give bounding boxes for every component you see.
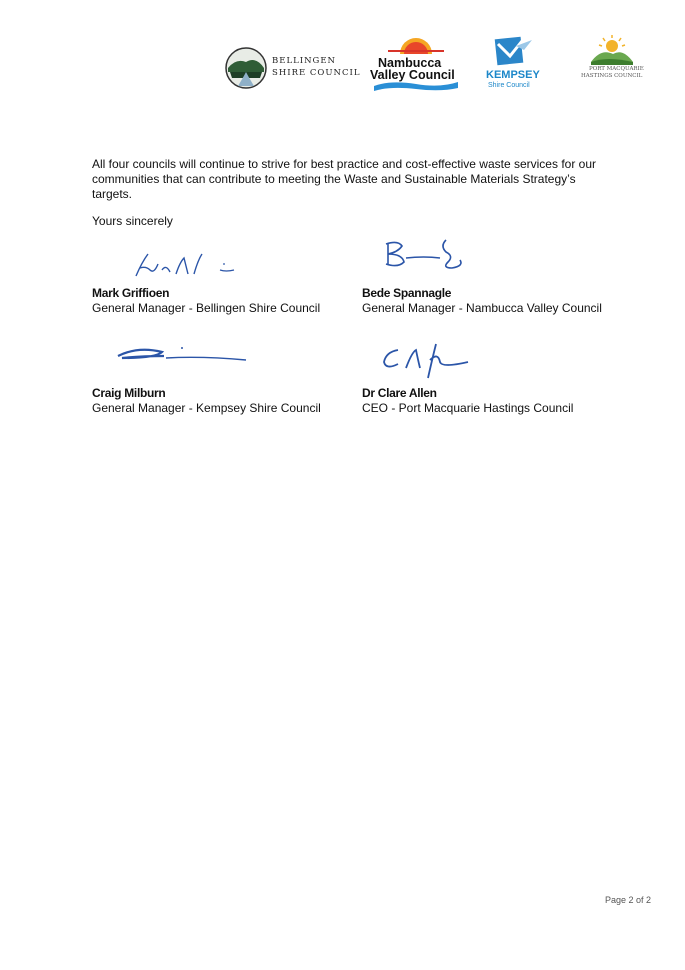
signatory-name: Dr Clare Allen xyxy=(362,386,437,400)
signatory-title: General Manager - Kempsey Shire Council xyxy=(92,401,321,415)
port-macquarie-logo xyxy=(577,34,647,84)
signature-bede-spannagle xyxy=(380,234,472,274)
kempsey-logo xyxy=(484,34,544,94)
signature-clare-allen xyxy=(378,340,478,380)
signatory-title: General Manager - Bellingen Shire Council xyxy=(92,301,321,315)
nambucca-logo xyxy=(370,34,462,94)
bellingen-logo xyxy=(224,46,361,92)
signatory-name: Bede Spannagle xyxy=(362,286,452,300)
signatory-craig-milburn xyxy=(92,386,321,416)
kempsey-logo-line1: KEMPSEY xyxy=(486,69,540,81)
signatory-name: Craig Milburn xyxy=(92,386,166,400)
signatory-name: Mark Griffioen xyxy=(92,286,170,300)
nambucca-logo-line1: Nambucca xyxy=(378,56,442,70)
signatory-mark-griffioen xyxy=(92,286,320,316)
sun-hills-icon xyxy=(577,34,647,66)
signature-mark-griffioen xyxy=(128,250,238,280)
letter-paragraph: All four councils will continue to strive for best practice and cost-effective waste services for our communities that can contribute to meeting the Waste and Sustainable Materials Strategy’s targets. xyxy=(92,157,596,201)
signatory-title: General Manager - Nambucca Valley Council xyxy=(362,301,602,315)
page-number: Page 2 of 2 xyxy=(604,895,651,905)
signatory-title: CEO - Port Macquarie Hastings Council xyxy=(362,401,574,415)
bellingen-river-icon xyxy=(224,46,268,90)
closing-line: Yours sincerely xyxy=(92,214,173,228)
nambucca-logo-line2: Valley Council xyxy=(370,68,455,82)
port-macquarie-logo-line1: PORT MACQUARIE xyxy=(589,66,644,72)
signature-craig-milburn xyxy=(112,340,252,370)
kempsey-logo-line2: Shire Council xyxy=(488,82,530,89)
bellingen-logo-line1: BELLINGEN xyxy=(272,56,336,66)
port-macquarie-logo-line2: HASTINGS COUNCIL xyxy=(581,73,643,79)
kempsey-bird-icon xyxy=(484,34,544,70)
signatory-clare-allen xyxy=(362,386,573,416)
bellingen-logo-line2: SHIRE COUNCIL xyxy=(272,68,361,78)
signatory-bede-spannagle xyxy=(362,286,602,316)
